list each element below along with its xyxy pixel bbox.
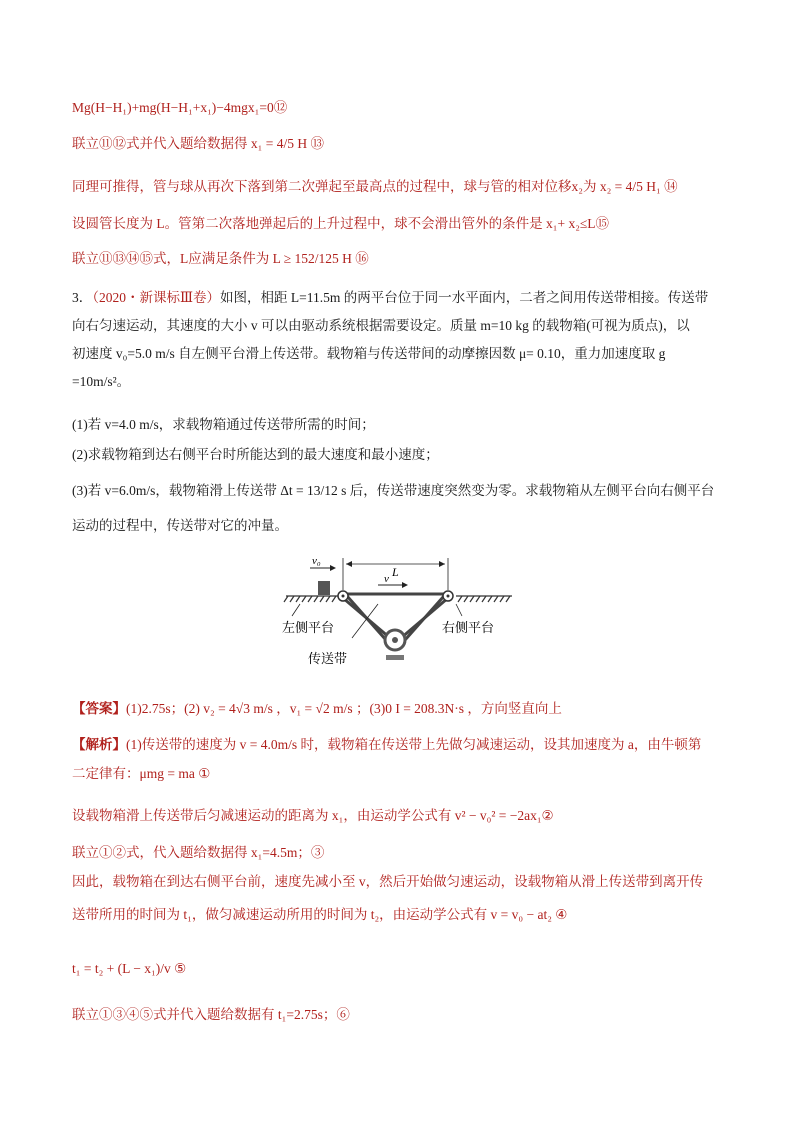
answer-label: 【答案】 [72,701,126,716]
equation-15: 设圆管长度为 L。管第二次落地弹起后的上升过程中，球不会滑出管外的条件是 x₁+ x₂≤L⑮ [72,216,610,231]
right-platform [456,596,512,602]
question-3-line-1 [72,287,708,309]
analysis-line-6: 送带所用的时间为 t₁，做匀减速运动所用的时间为 t₂，由运动学公式有 v = v₀ − at₂ ④ [72,907,568,922]
analysis-text-1: (1)传送带的速度为 v = 4.0m/s 时，载物箱在传送带上先做匀减速运动，设其加速度为 a，由牛顿第 [126,737,702,752]
analysis-line-8: 联立①③④⑤式并代入题给数据有 t₁=2.75s；⑥ [72,1007,350,1022]
analysis-line-7: t₁ = t₂ + (L − x₁)/v ⑤ [72,961,187,976]
analysis-line-4: 联立①②式，代入题给数据得 x₁=4.5m；③ [72,845,325,860]
question-3-part-2: (2)求载物箱到达右侧平台时所能达到的最大速度和最小速度； [72,447,439,462]
L-label: L [392,565,399,579]
question-3-line-3: 初速度 v₀=5.0 m/s 自左侧平台滑上传送带。载物箱与传送带间的动摩擦因数 μ= 0.10，重力加速度取 g [72,346,666,361]
answer-line [72,698,562,720]
right-platform-label: 右侧平台 [442,620,495,635]
v-label: v [384,573,389,585]
equation-16: 联立⑪⑬⑭⑮式，L应满足条件为 L ≥ 152/125 H ⑯ [72,251,369,266]
analysis-line-1 [72,734,701,756]
left-platform-label: 左侧平台 [282,620,335,635]
left-platform [284,596,342,602]
conveyor-diagram [280,552,520,674]
cargo-box [318,581,330,595]
equation-12: Mg(H−H₁)+mg(H−H₁+x₁)−4mgx₁=0⑫ [72,100,288,115]
analysis-label: 【解析】 [72,737,126,752]
question-text-1: 如图，相距 L=11.5m 的两平台位于同一水平面内，二者之间用传送带相接。传送带 [220,290,709,305]
analysis-line-3: 设载物箱滑上传送带后匀减速运动的距离为 x₁，由运动学公式有 v² − v₀² = −2ax₁② [72,808,554,823]
v0-label: v₀ [312,555,321,567]
conveyor-label: 传送带 [308,651,348,666]
analysis-line-5: 因此，载物箱在到达右侧平台前，速度先减小至 v，然后开始做匀速运动，设载物箱从滑上传送带到离开传 [72,874,704,889]
question-3-line-2: 向右匀速运动，其速度的大小 v 可以由驱动系统根据需要设定。质量 m=10 kg 的载物箱(可视为质点)，以 [72,318,690,333]
drive-base [386,655,404,660]
question-3-line-4: =10m/s²。 [72,374,131,389]
equation-14: 同理可推得，管与球从再次下落到第二次弹起至最高点的过程中，球与管的相对位移x₂为 x₂ = 4/5 H₁ ⑭ [72,179,678,194]
question-number: 3． [72,290,93,305]
equation-13: 联立⑪⑫式并代入题给数据得 x₁ = 4/5 H ⑬ [72,136,324,151]
question-3-part-3b: 运动的过程中，传送带对它的冲量。 [72,518,288,533]
answer-text: (1)2.75s；(2) v₂ = 4√3 m/s ，v₁ = √2 m/s ；(3)0 I = 208.3N·s ，方向竖直向上 [126,701,562,716]
question-source: （2020・新课标Ⅲ卷） [92,290,221,305]
question-3-part-3a: (3)若 v=6.0m/s，载物箱滑上传送带 Δt = 13/12 s 后，传送带速度突然变为零。求载物箱从左侧平台向右侧平台 [72,483,715,498]
analysis-line-2: 二定律有：μmg = ma ① [72,766,211,781]
question-3-part-1: (1)若 v=4.0 m/s，求载物箱通过传送带所需的时间； [72,417,375,432]
